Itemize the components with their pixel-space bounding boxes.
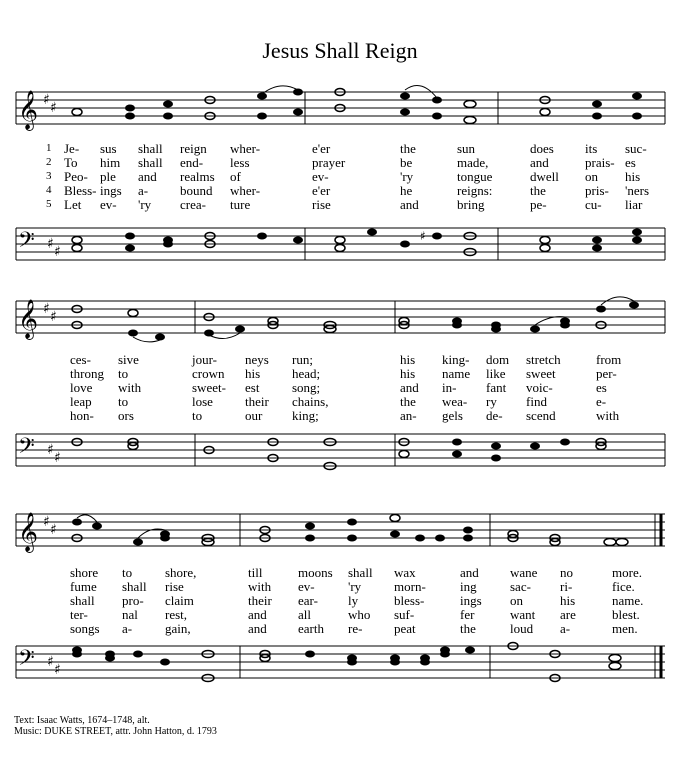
lyric-syllable: on [510,593,523,608]
lyric-syllable: bound [180,183,213,198]
lyric-syllable: moons [298,565,333,580]
lyric-syllable: wher- [230,141,261,156]
lyric-syllable: does [530,141,554,156]
lyric-syllable: 'ners [625,183,650,198]
lyric-syllable: like [486,366,506,381]
lyric-syllable: sac- [510,579,531,594]
lyric-syllable: ri- [560,579,573,594]
lyric-syllable: tongue [457,169,493,184]
lyric-syllable: less [230,155,250,170]
lyric-syllable: wher- [230,183,261,198]
system-2-bass-staff [0,430,680,474]
lyric-syllable: loud [510,621,534,636]
system-2-treble-staff [0,297,680,341]
lyric-syllable: its [585,141,598,156]
svg-text:𝄞: 𝄞 [18,90,39,130]
svg-text:♯: ♯ [50,309,57,325]
lyric-syllable: ry [486,394,497,409]
system-3-treble-staff [0,510,680,554]
lyric-syllable: ces- [70,352,91,367]
lyric-syllable: their [245,394,269,409]
lyric-syllable: shore, [165,565,197,580]
lyric-syllable: wea- [442,394,468,409]
lyric-syllable: songs [70,621,100,636]
lyric-syllable: pris- [585,183,609,198]
verse-number: 4 [46,184,52,196]
svg-text:♯: ♯ [50,100,57,116]
lyric-syllable: e'er [312,141,331,156]
lyric-syllable: prais- [585,155,615,170]
lyric-syllable: To [64,155,78,170]
lyric-syllable: e'er [312,183,331,198]
lyric-syllable: who [348,607,371,622]
lyric-syllable: and [530,155,549,170]
lyric-syllable: de- [486,408,503,423]
lyric-syllable: with [248,579,272,594]
lyric-syllable: all [298,607,311,622]
lyric-syllable: gain, [165,621,191,636]
lyric-syllable: ev- [312,169,329,184]
lyric-syllable: ev- [298,579,315,594]
lyric-syllable: ple [100,169,116,184]
lyric-syllable: fice. [612,579,635,594]
lyric-syllable: throng [70,366,104,381]
lyric-syllable: are [560,607,576,622]
lyric-syllable: pe- [530,197,547,212]
lyric-syllable: a- [560,621,571,636]
lyric-syllable: reign [180,141,207,156]
lyric-syllable: find [526,394,547,409]
lyric-syllable: cu- [585,197,602,212]
lyric-syllable: sive [118,352,139,367]
lyric-syllable: the [400,394,416,409]
lyric-syllable: and [138,169,157,184]
lyric-syllable: crea- [180,197,206,212]
lyric-syllable: ors [118,408,134,423]
svg-text:𝄞: 𝄞 [18,299,39,339]
lyric-syllable: king; [292,408,319,423]
system-3-bass-staff [0,642,680,686]
svg-text:𝄢: 𝄢 [18,228,35,258]
lyric-syllable: king- [442,352,470,367]
lyric-syllable: suc- [625,141,647,156]
lyric-syllable: a- [122,621,133,636]
lyric-syllable: peat [394,621,416,636]
lyric-syllable: and [248,621,267,636]
lyric-syllable: to [122,565,133,580]
lyric-syllable: est [245,380,260,395]
svg-text:♯: ♯ [50,522,57,538]
lyric-syllable: jour- [192,352,218,367]
svg-text:𝄢: 𝄢 [18,646,35,676]
lyric-syllable: sun [457,141,476,156]
lyric-syllable: and [400,197,419,212]
lyric-syllable: on [585,169,598,184]
verse-number: 1 [46,142,52,154]
svg-text:♯: ♯ [47,654,54,670]
lyric-syllable: morn- [394,579,426,594]
lyric-syllable: and [460,565,479,580]
hymn-credits [14,715,217,737]
lyric-syllable: dom [486,352,510,367]
lyric-syllable: the [530,183,546,198]
hymn-title: Jesus Shall Reign [262,38,418,63]
lyric-syllable: made, [457,155,489,170]
lyric-syllable: nal [122,607,138,622]
lyric-syllable: per- [596,366,617,381]
lyric-syllable: the [400,141,416,156]
lyric-syllable: fume [70,579,97,594]
lyric-syllable: fant [486,380,507,395]
svg-text:♯: ♯ [43,92,50,108]
lyric-syllable: chains, [292,394,329,409]
lyric-syllable: 'ry [348,579,362,594]
lyric-syllable: shall [138,141,163,156]
lyric-syllable: ing [460,579,477,594]
lyric-syllable: es [596,380,607,395]
lyric-syllable: his [625,169,641,184]
lyric-syllable: sweet [526,366,556,381]
music-credit: Music: DUKE STREET, attr. John Hatton, d. 1793 [14,726,217,737]
lyric-syllable: run; [292,352,313,367]
lyric-syllable: crown [192,366,225,381]
lyric-syllable: scend [526,408,556,423]
lyric-syllable: rest, [165,607,188,622]
svg-text:♯: ♯ [43,514,50,530]
lyric-syllable: till [248,565,263,580]
lyric-syllable: stretch [526,352,561,367]
lyric-syllable: bless- [394,593,425,608]
svg-text:♯: ♯ [43,301,50,317]
lyric-syllable: love [70,380,93,395]
lyric-syllable: him [100,155,121,170]
lyric-syllable: liar [625,197,643,212]
lyric-syllable: from [596,352,622,367]
lyric-syllable: to [118,394,129,409]
svg-text:𝄢: 𝄢 [18,434,35,464]
lyric-syllable: shall [70,593,95,608]
lyric-syllable: of [230,169,241,184]
lyric-syllable: leap [70,394,92,409]
lyric-syllable: neys [245,352,269,367]
lyric-syllable: suf- [394,607,415,622]
lyric-syllable: their [248,593,272,608]
lyric-syllable: the [460,621,476,636]
lyric-syllable: prayer [312,155,346,170]
lyric-syllable: dwell [530,169,559,184]
verse-number: 5 [46,198,52,210]
lyric-syllable: sweet- [192,380,226,395]
svg-text:♯: ♯ [47,236,54,252]
lyric-syllable: men. [612,621,638,636]
lyric-syllable: ter- [70,607,88,622]
system-1-treble-staff [0,88,680,132]
verse-number: 2 [46,156,52,168]
lyric-syllable: ear- [298,593,318,608]
verse-number: 3 [46,170,52,182]
lyric-syllable: an- [400,408,417,423]
lyric-syllable: bring [457,197,485,212]
svg-text:♯: ♯ [54,450,61,466]
lyric-syllable: with [596,408,620,423]
lyric-syllable: Peo- [64,169,88,184]
lyric-syllable: reigns: [457,183,493,198]
lyric-syllable: pro- [122,593,144,608]
lyric-syllable: head; [292,366,321,381]
lyric-syllable: be [400,155,413,170]
lyric-syllable: e- [596,394,607,409]
lyric-syllable: 'ry [138,197,152,212]
lyric-syllable: hon- [70,408,94,423]
lyric-syllable: Let [64,197,82,212]
lyric-syllable: Bless- [64,183,97,198]
lyric-syllable: ly [348,593,359,608]
lyric-syllable: rise [312,197,331,212]
lyric-syllable: blest. [612,607,640,622]
lyric-syllable: es [625,155,636,170]
lyric-syllable: ings [100,183,122,198]
lyric-syllable: a- [138,183,149,198]
lyric-syllable: he [400,183,413,198]
lyric-syllable: lose [192,394,213,409]
lyric-syllable: in- [442,380,457,395]
lyric-syllable: voic- [526,380,553,395]
lyric-syllable: and [400,380,419,395]
text-credit: Text: Isaac Watts, 1674–1748, alt. [14,715,150,726]
lyric-syllable: and [248,607,267,622]
lyric-syllable: his [400,352,416,367]
lyric-syllable: Je- [64,141,80,156]
lyric-syllable: song; [292,380,321,395]
lyric-syllable: name [442,366,471,381]
svg-text:♯: ♯ [47,442,54,458]
lyric-syllable: end- [180,155,204,170]
lyric-syllable: re- [348,621,363,636]
system-1-bass-staff [0,224,680,268]
lyric-syllable: ings [460,593,482,608]
lyric-syllable: his [245,366,261,381]
lyric-syllable: wane [510,565,538,580]
lyric-syllable: his [560,593,576,608]
lyric-syllable: no [560,565,573,580]
lyric-syllable: more. [612,565,642,580]
lyric-syllable: ture [230,197,251,212]
lyric-syllable: wax [394,565,416,580]
lyric-syllable: his [400,366,416,381]
lyric-syllable: shall [122,579,147,594]
svg-text:♯: ♯ [54,662,61,678]
svg-text:♯: ♯ [420,229,426,243]
lyric-syllable: claim [165,593,194,608]
lyric-syllable: 'ry [400,169,414,184]
lyric-syllable: earth [298,621,324,636]
lyric-syllable: shall [348,565,373,580]
lyric-syllable: rise [165,579,184,594]
svg-text:♯: ♯ [54,244,61,260]
lyric-syllable: our [245,408,263,423]
lyric-syllable: ev- [100,197,117,212]
lyric-syllable: to [192,408,203,423]
lyric-syllable: to [118,366,129,381]
lyric-syllable: want [510,607,536,622]
lyric-syllable: gels [442,408,463,423]
lyric-syllable: sus [100,141,117,156]
lyric-syllable: with [118,380,142,395]
lyric-syllable: realms [180,169,215,184]
lyric-syllable: fer [460,607,475,622]
lyric-syllable: shore [70,565,99,580]
lyric-syllable: name. [612,593,644,608]
lyric-syllable: shall [138,155,163,170]
svg-text:𝄞: 𝄞 [18,512,39,552]
